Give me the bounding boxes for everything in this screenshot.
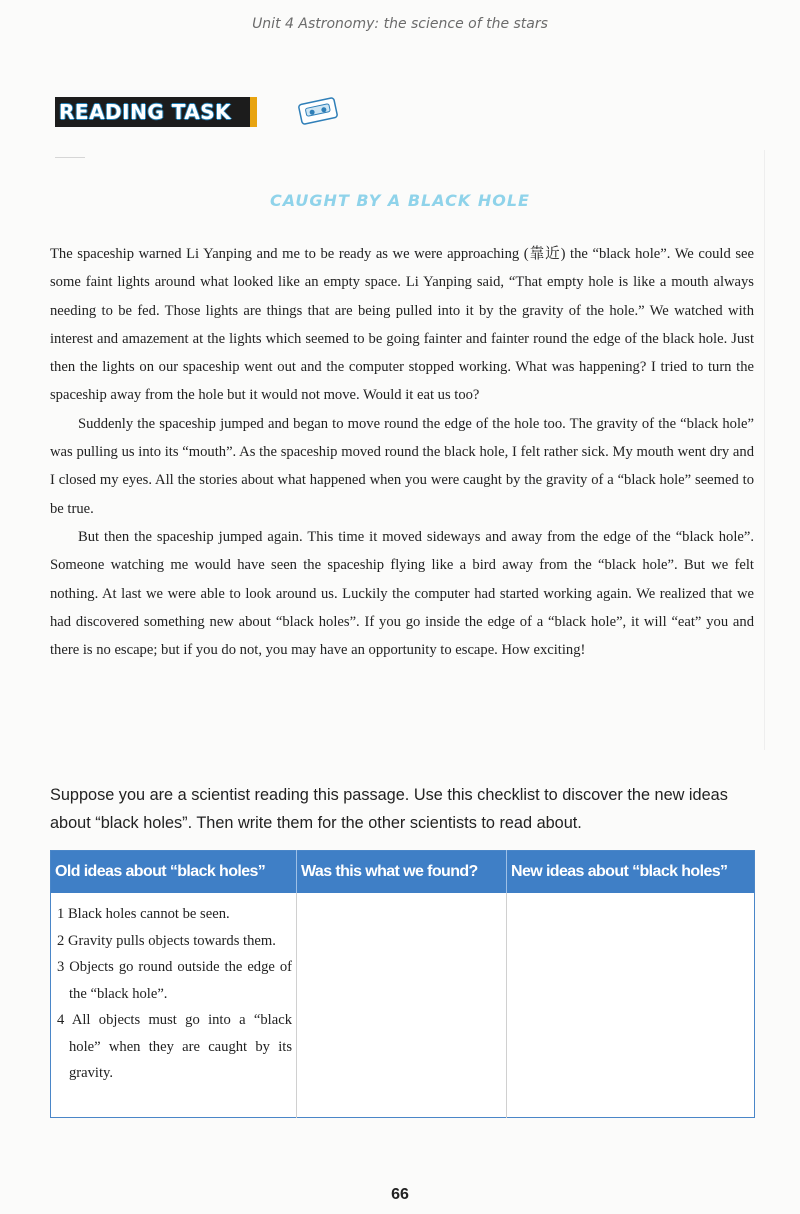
column-header-new-ideas: New ideas about “black holes” xyxy=(507,851,755,894)
margin-rule xyxy=(764,150,765,750)
section-label: READING TASK xyxy=(59,100,232,124)
story-paragraph: The spaceship warned Li Yanping and me to be ready as we were approaching (靠近) the “black hole”. We could see some faint lights around what looked like an empty space. Li Yanping said, “That empty hole is like a mouth always needing to be fed. Those lights are things that are being pulled into it by the gravity of the hole.” We watched with interest and amazement at the lights which seemed to be going fainter and fainter round the edge of the black hole. Just then the lights on our spaceship went out and the computer stopped working. What was happening? I tried to turn the spaceship away from the hole but it would not move. Would it eat us too? xyxy=(50,246,754,404)
story-passage xyxy=(50,240,754,664)
story-title: CAUGHT BY A BLACK HOLE xyxy=(270,191,530,210)
checklist-header-row xyxy=(51,851,755,894)
decorative-rule xyxy=(55,157,85,158)
list-item: 4 All objects must go into a “black hole” when they are caught by its gravity. xyxy=(57,1012,292,1081)
checklist-row xyxy=(51,893,755,1118)
new-ideas-answer-cell[interactable] xyxy=(507,893,755,1118)
black-hole-checklist xyxy=(50,850,755,1118)
unit-header: Unit 4 Astronomy: the science of the stars xyxy=(252,16,548,32)
old-ideas-cell xyxy=(51,893,297,1118)
page-number: 66 xyxy=(391,1186,409,1203)
list-item: 1 Black holes cannot be seen. xyxy=(57,906,230,922)
list-item: 3 Objects go round outside the edge of the “black hole”. xyxy=(57,959,292,1002)
findings-answer-cell[interactable] xyxy=(297,893,507,1118)
column-header-old-ideas: Old ideas about “black holes” xyxy=(51,851,297,894)
story-paragraph: But then the spaceship jumped again. This time it moved sideways and away from the edge of the “black hole”. Someone watching me would have seen the spaceship flying like a bird away from the “black hole”. But we felt nothing. At last we were able to look around us. Luckily the computer had started working again. We realized that we had discovered something new about “black holes”. If you go inside the edge of a “black hole”, it will “eat” you and there is no escape; but if you do not, you may have an opportunity to escape. How exciting! xyxy=(50,528,754,659)
section-label-tab xyxy=(55,97,257,127)
cassette-tape-icon xyxy=(298,96,338,126)
old-ideas-list xyxy=(55,901,292,1087)
column-header-findings: Was this what we found? xyxy=(297,851,507,894)
task-instructions: Suppose you are a scientist reading this passage. Use this checklist to discover the new ideas about “black holes”. Then write them for the other scientists to read about. xyxy=(50,786,728,832)
story-paragraph: Suddenly the spaceship jumped and began to move round the edge of the hole too. The gravity of the “black hole” was pulling us into its “mouth”. As the spaceship moved round the black hole, I felt rather sick. My mouth went dry and I closed my eyes. All the stories about what happened when you were caught by the gravity of a “black hole” seemed to be true. xyxy=(50,415,754,517)
list-item: 2 Gravity pulls objects towards them. xyxy=(57,932,276,949)
